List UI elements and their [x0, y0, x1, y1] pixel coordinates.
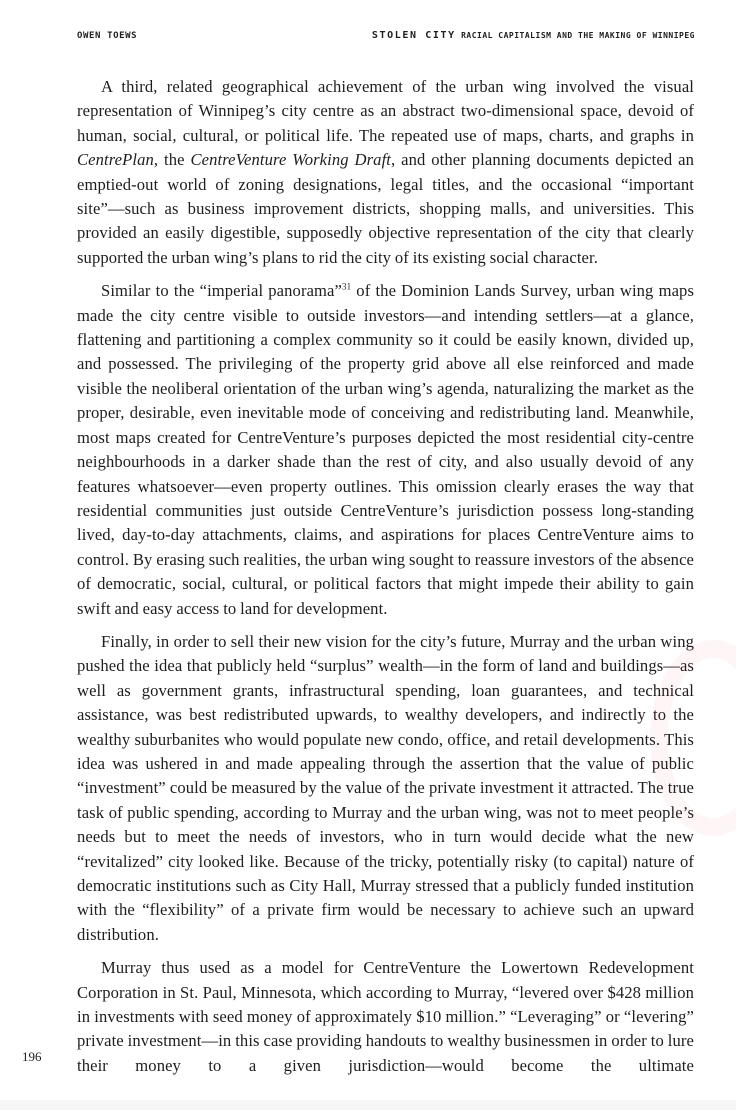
paragraph-3: Finally, in order to sell their new vision for the city’s future, Murray and the urban wing pushed the idea that publicly held “surplus” wealth—in the form of land and buildings—as well as government grants, infrastructural spending, loan guarantees, and technical assistance, was best redistributed upwards, to wealthy developers, and indirectly to the wealthy suburbanites who would populate new condo, office, and retail developments. This idea was ushered in and made appealing through the assertion that the value of public “investment” could be measured by the value of the private investment it attracted. The true task of public spending, according to Murray and the urban wing, was not to meet people’s needs but to meet the needs of investors, who in turn would decide what the new “revitalized” city looked like. Because of the tricky, potentially risky (to capital) nature of democratic institutions such as City Hall, Murray stressed that a publicly funded institution with the “flexibility” of a private firm would be necessary to achieve such an upward distribution.: [77, 631, 694, 944]
running-head-book-title: [372, 29, 695, 43]
paragraph-1-text-2: , the: [153, 150, 191, 170]
body-text: [77, 75, 694, 1087]
paragraph-2-text-2: of the Dominion Lands Survey, urban wing maps made the city centre visible to outside investors—and intending settlers—at a glance, flattening and partitioning a complex community so it could be easily known, divided up, and possessed. The privileging of the property grid above all else reinforced and made visible the neoliberal orientation of the urban wing’s agenda, naturalizing the market as the proper, desirable, even inevitable mode of conceiving and redistributing land. Meanwhile, most maps created for CentreVenture’s purposes depicted the most residential city-centre neighbourhoods in a darker shade than the rest of city, and also usually devoid of any features whatsoever—even property outlines. This omission clearly erases the way that residential communities just outside CentreVenture’s jurisdiction possess long-standing lived, day-to-day attachments, claims, and aspirations for places CentreVenture aims to control. By erasing such realities, the urban wing sought to reassure investors of the absence of democratic, social, cultural, or political factors that might impede their ability to gain swift and easy access to land for development.: [77, 281, 694, 618]
bottom-strip: [0, 1100, 736, 1110]
running-head-title-sub: RACIAL CAPITALISM AND THE MAKING OF WINNIPEG: [455, 31, 695, 40]
paragraph-1-text-1: A third, related geographical achievement of the urban wing involved the visual representation of Winnipeg’s city centre as an abstract two-dimensional space, devoid of human, social, cultural, or political life. The repeated use of maps, charts, and graphs in: [77, 77, 694, 145]
footnote-reference[interactable]: 31: [341, 281, 352, 292]
page-number: 196: [22, 1049, 42, 1064]
paragraph-4: Murray thus used as a model for CentreVenture the Lowertown Redevelopment Corporation in St. Paul, Minnesota, which according to Murray, “levered over $428 million in investments with seed money of approximately $10 million.” “Leveraging” or “levering” private investment—in this case providing handouts to wealthy businessmen in order to lure their money to a given jurisdiction—would become the ultimate: [77, 958, 694, 1075]
paragraph-1-text-3: , and other planning documents depicted an emptied-out world of zoning designations, legal titles, and the occasional “important site”—such as business improvement districts, shopping malls, and universities. This provided an easily digestible, supposedly objective representation of the city that clearly supported the urban wing’s plans to rid the city of its existing social character.: [77, 150, 694, 267]
paragraph-2-text-1: Similar to the “imperial panorama”: [101, 281, 342, 301]
running-head-author: OWEN TOEWS: [77, 31, 138, 41]
paragraph-1-title-working-draft: CentreVenture Working Draft: [190, 150, 391, 170]
paragraph-1-title-centreplan: CentrePlan: [77, 150, 154, 170]
running-head: [77, 29, 695, 43]
running-head-title-main: STOLEN CITY: [371, 30, 456, 41]
paragraph-1: [77, 75, 694, 270]
paragraph-2: [77, 279, 694, 621]
